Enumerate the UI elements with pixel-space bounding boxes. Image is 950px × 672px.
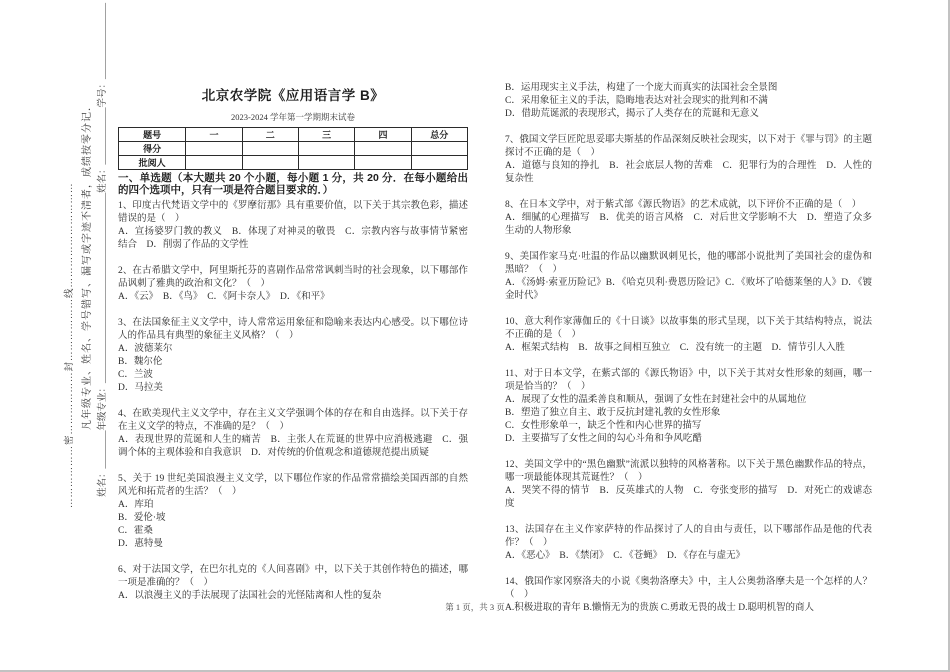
question-line: A．哭笑不得的情节 B．反英雄式的人物 C．夸张变形的描写 D．对死亡的戏谑态度 xyxy=(505,486,872,509)
question-line: A．波德莱尔 xyxy=(118,344,173,354)
question-line: D．惠特曼 xyxy=(118,539,163,549)
question-line: A．宣扬婆罗门教的教义 B．体现了对神灵的敬畏 C．宗教内容与故事情节紧密结合 D．削弱了作品的文学性 xyxy=(118,227,468,250)
question-line: 9、美国作家马克·吐温的作品以幽默讽刺见长，他的哪部小说批判了美国社会的虚伪和黑暗？（ ） xyxy=(505,252,872,275)
right-column-questions xyxy=(505,82,872,615)
question-line: B．魏尔伦 xyxy=(118,357,163,367)
student-info-fields: 姓名：________年级专业：________________________________________姓名：____________学号：________________ xyxy=(98,2,108,497)
question-block xyxy=(505,251,872,303)
question-line: 4、在欧美现代主义文学中，存在主义文学强调个体的存在和自由选择。以下关于存在主义文学的特点，不准确的是？（ ） xyxy=(118,409,468,432)
question-block xyxy=(505,368,872,446)
question-line: 7、俄国文学巨匠陀思妥耶夫斯基的作品深刻反映社会现实，以下对于《罪与罚》的主题探讨不正确的是（ ） xyxy=(505,135,872,158)
question-line: C．采用象征主义的手法，隐晦地表达对社会现实的批判和不满 xyxy=(505,96,768,106)
question-line: B．运用现实主义手法，构建了一个庞大而真实的法国社会全景图 xyxy=(505,83,778,93)
score-table-row xyxy=(119,156,468,170)
question-block xyxy=(118,200,468,252)
question-block xyxy=(118,408,468,460)
question-block xyxy=(505,82,872,121)
question-line: A．库珀 xyxy=(118,500,154,510)
question-line: D．借助荒诞派的表现形式，揭示了人类存在的荒诞和无意义 xyxy=(505,109,759,119)
right-column xyxy=(505,82,872,628)
score-table-row xyxy=(119,142,468,156)
question-line: A．细腻的心理描写 B．优美的语言风格 C．对后世文学影响不大 D．塑造了众多生动的人物形象 xyxy=(505,213,872,236)
score-table xyxy=(118,127,468,170)
score-table-cell xyxy=(298,142,354,156)
seal-line: ………………密………………封………………线………………………… xyxy=(65,182,75,508)
left-column-questions xyxy=(118,200,468,603)
question-line: A．道德与良知的挣扎 B．社会底层人物的苦难 C．犯罪行为的合理性 D．人性的复杂性 xyxy=(505,161,872,184)
question-line: 2、在古希腊文学中，阿里斯托芬的喜剧作品常常讽刺当时的社会现象，以下哪部作品讽刺了雅典的政治和文化？（ ） xyxy=(118,266,468,289)
question-line: A．《云》 B．《鸟》 C．《阿卡奈人》 D．《和平》 xyxy=(118,292,330,302)
question-line: A．展现了女性的温柔善良和顺从，强调了女性在封建社会中的从属地位 xyxy=(505,395,807,405)
section-heading: 一、单选题（本大题共 20 个小题，每小题 1 分，共 20 分．在每小题给出的四个选项中，只有一项是符合题目要求的．） xyxy=(118,172,468,196)
score-table-body xyxy=(119,128,468,170)
question-block xyxy=(118,564,468,603)
exam-title: 北京农学院《应用语言学 B》 xyxy=(201,88,385,103)
score-table-cell xyxy=(186,142,242,156)
question-block xyxy=(505,316,872,355)
question-block xyxy=(118,317,468,395)
score-table-cell xyxy=(355,142,411,156)
exam-subtitle: 2023-2024 学年第一学期期末试卷 xyxy=(231,112,355,122)
question-line: 1、印度古代梵语文学中的《罗摩衍那》具有重要价值，以下关于其宗教色彩，描述错误的是（ ） xyxy=(118,201,468,224)
question-line: 6、对于法国文学，在巴尔扎克的《人间喜剧》中，以下关于其创作特色的描述，哪一项是准确的？（ ） xyxy=(118,565,468,588)
score-table-cell: 四 xyxy=(355,128,411,142)
binding-warning-text: 凡年级专业、姓名、学号错写、漏写或字迹不清者，成绩按零分记． xyxy=(82,100,93,430)
question-line: A．以浪漫主义的手法展现了法国社会的光怪陆离和人性的复杂 xyxy=(118,591,382,601)
score-table-cell: 得分 xyxy=(119,142,186,156)
question-line: 12、美国文学中的“黑色幽默”流派以独特的风格著称。以下关于黑色幽默作品的特点，哪一项最能体现其荒诞性？（ ） xyxy=(505,460,872,483)
left-column xyxy=(118,84,468,616)
question-line: 3、在法国象征主义文学中，诗人常常运用象征和隐喻来表达内心感受。以下哪位诗人的作品具有典型的象征主义风格？（ ） xyxy=(118,318,468,341)
question-line: 14、俄国作家冈察洛夫的小说《奥勃洛摩夫》中，主人公奥勃洛摩夫是一个怎样的人？（ ） xyxy=(505,577,872,600)
score-table-cell: 批阅人 xyxy=(119,156,186,170)
score-table-cell xyxy=(298,156,354,170)
page-footer: 第 1 页，共 3 页 xyxy=(445,602,505,612)
score-table-cell xyxy=(186,156,242,170)
question-line: A．表现世界的荒诞和人生的痛苦 B．主张人在荒诞的世界中应消极逃避 C．强调个体的主观体验和自我意识 D．对传统的价值观念和道德规范提出质疑 xyxy=(118,435,468,458)
question-block xyxy=(505,459,872,511)
question-line: C．兰波 xyxy=(118,370,153,380)
question-line: A．框架式结构 B．故事之间相互独立 C．没有统一的主题 D．情节引人入胜 xyxy=(505,343,845,353)
score-table-header-row xyxy=(119,128,468,142)
question-line: 8、在日本文学中，对于紫式部《源氏物语》的艺术成就，以下评价不正确的是（ ） xyxy=(505,200,862,210)
score-table-cell xyxy=(411,142,467,156)
question-line: C．霍桑 xyxy=(118,526,153,536)
score-table-cell xyxy=(411,156,467,170)
question-line: D．主要描写了女性之间的勾心斗角和争风吃醋 xyxy=(505,434,702,444)
score-table-cell xyxy=(355,156,411,170)
question-line: 10、意大利作家薄伽丘的《十日谈》以故事集的形式呈现，以下关于其结构特点，说法不正确的是（ ） xyxy=(505,317,872,340)
question-line: D．马拉美 xyxy=(118,383,163,393)
score-table-cell: 总分 xyxy=(411,128,467,142)
question-block xyxy=(505,199,872,238)
question-line: A．《汤姆·索亚历险记》B．《哈克贝利·费恩历险记》C．《败坏了哈德莱堡的人》D．《镀金时代》 xyxy=(505,278,872,301)
score-table-cell: 三 xyxy=(298,128,354,142)
score-table-cell xyxy=(242,156,298,170)
question-line: 13、法国存在主义作家萨特的作品探讨了人的自由与责任，以下哪部作品是他的代表作？（ ） xyxy=(505,525,872,548)
question-line: A．《恶心》 B．《禁闭》 C．《苍蝇》 D．《存在与虚无》 xyxy=(505,551,746,561)
question-block xyxy=(505,134,872,186)
question-line: 5、关于 19 世纪美国浪漫主义文学，以下哪位作家的作品常常描绘美国西部的自然风光和拓荒者的生活？（ ） xyxy=(118,474,468,497)
score-table-cell: 题号 xyxy=(119,128,186,142)
question-line: 11、对于日本文学，在紫式部的《源氏物语》中，以下关于其对女性形象的刻画，哪一项是恰当的？（ ） xyxy=(505,369,872,392)
score-table-cell: 一 xyxy=(186,128,242,142)
question-line: B．爱伦·坡 xyxy=(118,513,166,523)
score-table-cell xyxy=(242,142,298,156)
question-block xyxy=(505,524,872,563)
question-block xyxy=(118,265,468,304)
question-line: B．塑造了独立自主、敢于反抗封建礼教的女性形象 xyxy=(505,408,721,418)
score-table-cell: 二 xyxy=(242,128,298,142)
question-line: A.积极进取的青年 B.懒惰无为的贵族 C.勇敢无畏的战士 D.聪明机智的商人 xyxy=(505,603,815,613)
question-line: C．女性形象单一，缺乏个性和内心世界的描写 xyxy=(505,421,702,431)
question-block xyxy=(118,473,468,551)
